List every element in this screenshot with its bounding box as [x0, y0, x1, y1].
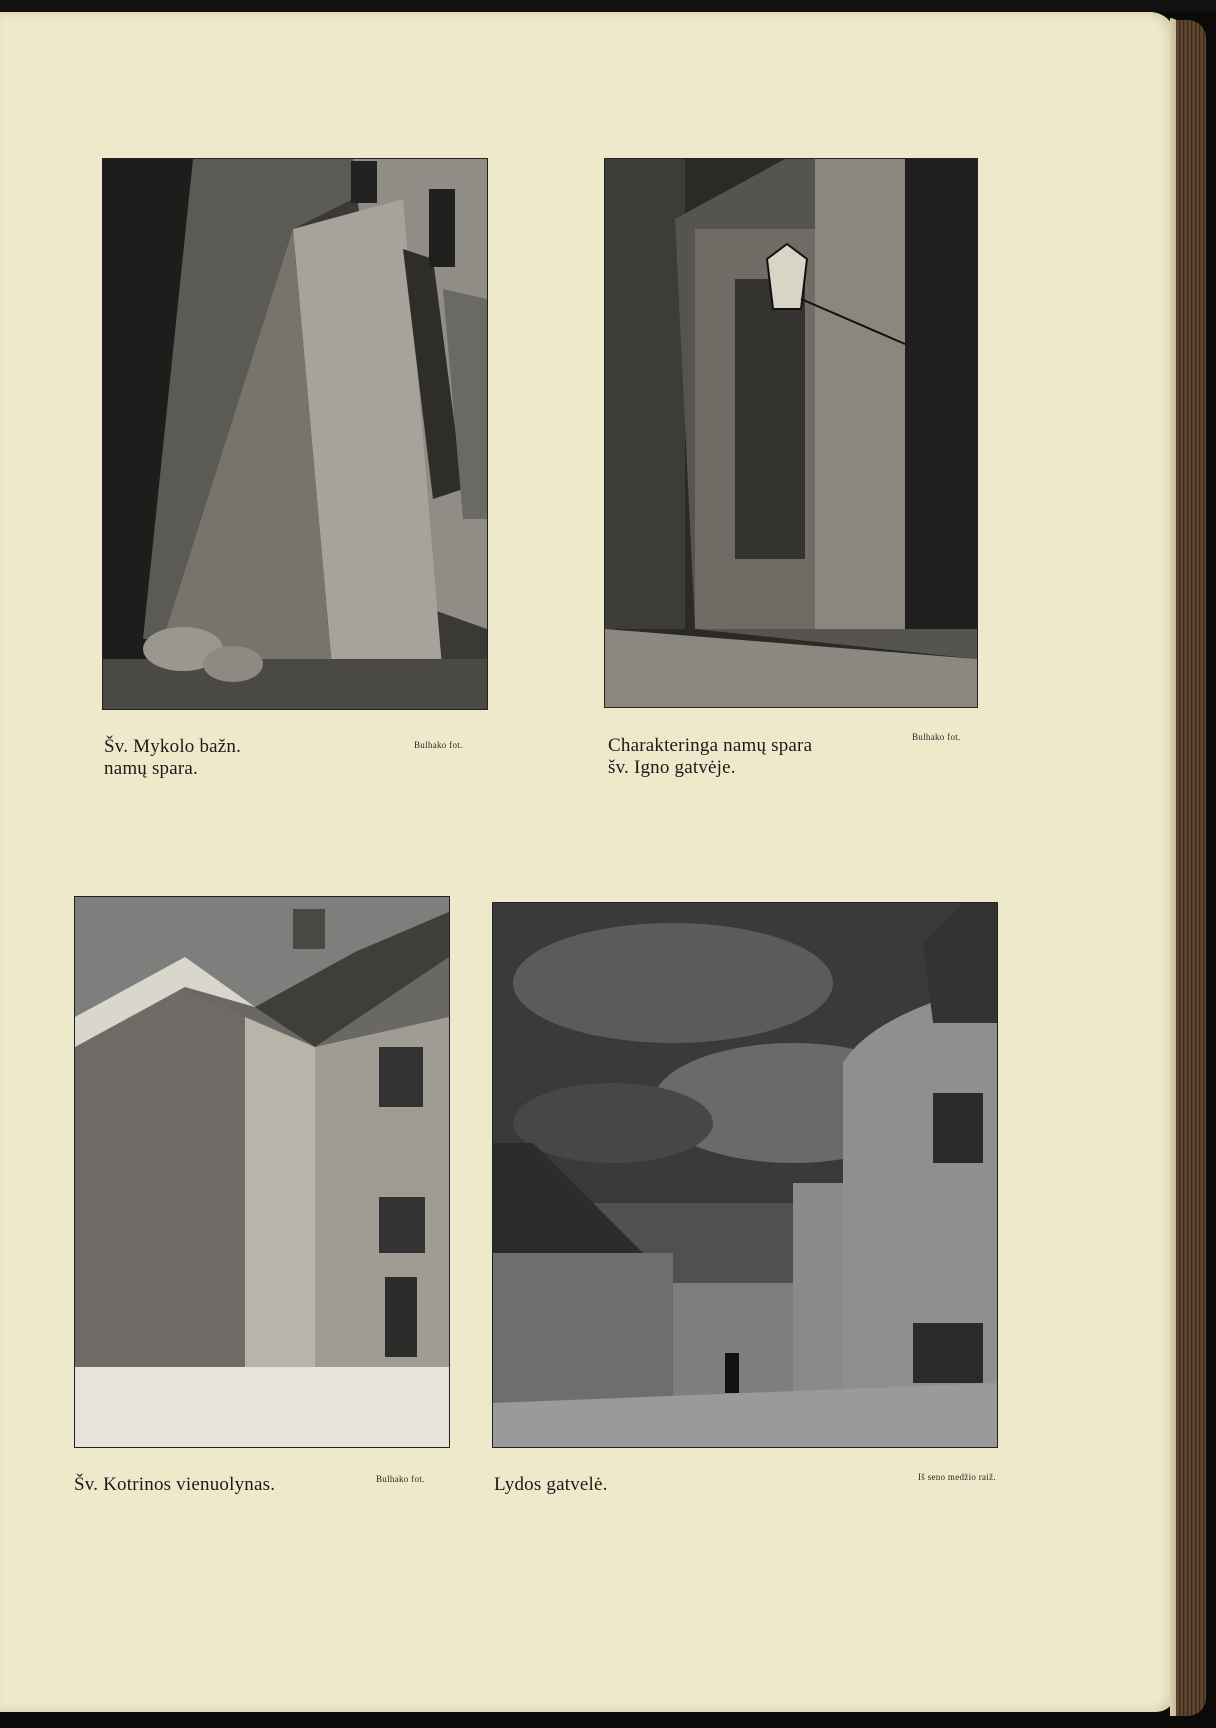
caption-line-2: šv. Igno gatvėje. — [608, 757, 736, 778]
scan-background — [0, 0, 1216, 12]
caption-lydos-street: Lydos gatvelė. — [494, 1474, 608, 1495]
photo-lydos-street — [492, 902, 998, 1448]
caption-line-1: Šv. Mykolo bažn. — [104, 736, 242, 757]
credit-convent: Bulhako fot. — [376, 1474, 425, 1484]
caption-street-lamp — [608, 735, 812, 779]
credit-street-lamp: Bulhako fot. — [912, 732, 961, 742]
caption-line-1: Charakteringa namų spara — [608, 735, 813, 756]
credit-church-buttress: Bulhako fot. — [414, 740, 463, 750]
caption-convent: Šv. Kotrinos vienuolynas. — [74, 1474, 276, 1495]
caption-church-buttress — [104, 736, 241, 780]
photo-church-buttress — [102, 158, 488, 710]
caption-line-2: namų spara. — [104, 758, 198, 779]
book-page-stack — [1176, 20, 1206, 1716]
photo-street-lamp — [604, 158, 978, 708]
photo-convent — [74, 896, 450, 1448]
credit-lydos-street: Iš seno medžio raiž. — [918, 1472, 996, 1482]
